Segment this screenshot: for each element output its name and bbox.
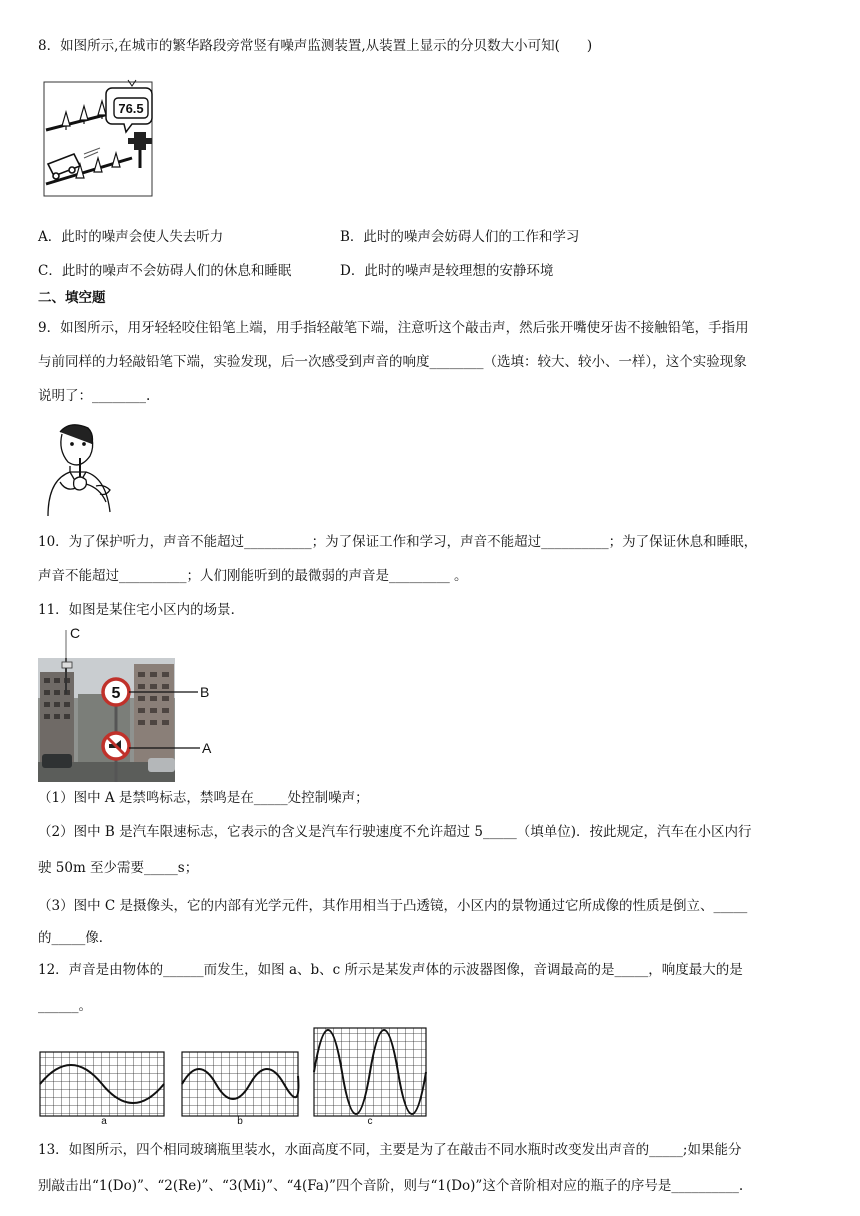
q13-line2: 别敲击出“1(Do)”、“2(Re)”、“3(Mi)”、“4(Fa)”四个音阶，则与“1(Do)”这个音阶相对应的瓶子的序号是__________. [38, 1178, 744, 1194]
section-title: 二、填空题 [38, 290, 106, 306]
q11-sub3-line1: （3）图中 C 是摄像头，它的内部有光学元件，其作用相当于凸透镜，小区内的景物通过它所成像的性质是倒立、_____ [38, 898, 748, 914]
residential-scene-photo [38, 624, 228, 784]
q8-stem: 8．如图所示,在城市的繁华路段旁常竖有噪声监测装置,从装置上显示的分贝数大小可知( ) [38, 38, 593, 54]
label-a: A [202, 740, 212, 756]
q12-line2: ______。 [38, 998, 92, 1014]
panel-c-label: c [367, 1116, 373, 1126]
label-c: C [70, 625, 81, 641]
q8-option-d: D．此时的噪声是较理想的安静环境 [340, 263, 554, 279]
q11-sub1: （1）图中 A 是禁鸣标志，禁鸣是在_____处控制噪声； [38, 790, 369, 806]
q8-option-b: B．此时的噪声会妨碍人们的工作和学习 [340, 229, 580, 245]
q11-sub2-line2: 驶 50m 至少需要_____s； [38, 860, 199, 876]
noise-monitor-figure [40, 72, 156, 200]
label-b: B [200, 684, 210, 700]
q12-line1: 12．声音是由物体的______而发生，如图 a、b、c 所示是某发声体的示波器图像，音调最高的是_____，响度最大的是 [38, 962, 743, 978]
q11-stem: 11．如图是某住宅小区内的场景． [38, 602, 245, 618]
q11-sub2-line1: （2）图中 B 是汽车限速标志，它表示的含义是汽车行驶速度不允许超过 5_____（填单位)．按此规定，汽车在小区内行 [38, 824, 752, 840]
q13-line1: 13．如图所示，四个相同玻璃瓶里装水，水面高度不同，主要是为了在敲击不同水瓶时改变发出声音的_____;如果能分 [38, 1142, 742, 1158]
panel-a-label: a [101, 1116, 107, 1126]
q8-option-c: C．此时的噪声不会妨碍人们的休息和睡眠 [38, 263, 292, 279]
meter-reading: 76.5 [118, 101, 144, 116]
oscilloscope-figure [38, 1026, 430, 1126]
panel-b-label: b [237, 1116, 243, 1126]
q10-line2: 声音不能超过__________；人们刚能听到的最微弱的声音是_________ 。 [38, 568, 468, 584]
q9-line2: 与前同样的力轻敲铅笔下端，实验发现，后一次感受到声音的响度________（选填：较大、较小、一样），这个实验现象 [38, 354, 747, 370]
speed-limit-value: 5 [111, 685, 121, 702]
q10-line1: 10．为了保护听力，声音不能超过__________；为了保证工作和学习，声音不能超过__________；为了保证休息和睡眠， [38, 534, 758, 550]
q9-line1: 9．如图所示，用牙轻轻咬住铅笔上端，用手指轻敲笔下端，注意听这个敲击声，然后张开嘴使牙齿不接触铅笔，手指用 [38, 320, 749, 336]
q9-line3: 说明了：________. [38, 388, 151, 404]
boy-biting-pencil-figure [40, 420, 120, 518]
q8-option-a: A．此时的噪声会使人失去听力 [38, 229, 224, 245]
q11-sub3-line2: 的_____像． [38, 930, 113, 946]
